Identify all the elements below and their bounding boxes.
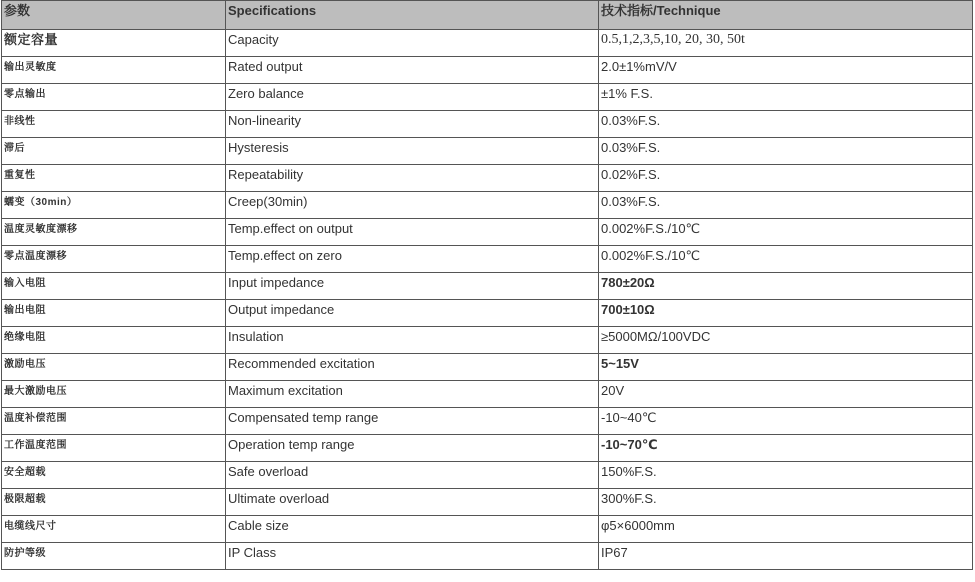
table-row-recommended-excitation — [2, 354, 973, 381]
row-label-en: Maximum excitation — [226, 381, 599, 408]
header-parameter-cn: 参数 — [2, 1, 226, 30]
row-value: ±1% F.S. — [599, 84, 973, 111]
row-label-en: Cable size — [226, 516, 599, 543]
table-row-operation-temp-range — [2, 435, 973, 462]
row-label-en: Temp.effect on output — [226, 219, 599, 246]
row-value: ≥5000MΩ/100VDC — [599, 327, 973, 354]
row-label-cn: 蠕变（30min） — [2, 192, 226, 219]
table-row-compensated-temp-range — [2, 408, 973, 435]
row-value: 2.0±1%mV/V — [599, 57, 973, 84]
table-row-ultimate-overload — [2, 489, 973, 516]
row-label-cn: 工作温度范围 — [2, 435, 226, 462]
row-value: 0.5,1,2,3,5,10, 20, 30, 50t — [599, 30, 973, 57]
row-value: -10~70℃ — [599, 435, 973, 462]
row-label-en: Operation temp range — [226, 435, 599, 462]
table-row-non-linearity — [2, 111, 973, 138]
table-row-output-impedance — [2, 300, 973, 327]
table-row-insulation — [2, 327, 973, 354]
row-value: 150%F.S. — [599, 462, 973, 489]
row-value: 300%F.S. — [599, 489, 973, 516]
row-label-en: Zero balance — [226, 84, 599, 111]
row-value: 0.002%F.S./10℃ — [599, 246, 973, 273]
row-label-en: Hysteresis — [226, 138, 599, 165]
row-label-en: Insulation — [226, 327, 599, 354]
row-value: 0.03%F.S. — [599, 192, 973, 219]
row-label-en: Ultimate overload — [226, 489, 599, 516]
row-label-en: Repeatability — [226, 165, 599, 192]
row-label-cn: 额定容量 — [2, 30, 226, 57]
row-value: φ5×6000mm — [599, 516, 973, 543]
row-label-cn: 零点输出 — [2, 84, 226, 111]
row-label-en: Capacity — [226, 30, 599, 57]
row-label-en: Rated output — [226, 57, 599, 84]
row-label-cn: 温度补偿范围 — [2, 408, 226, 435]
row-value: 0.03%F.S. — [599, 138, 973, 165]
row-label-en: Compensated temp range — [226, 408, 599, 435]
row-value: 700±10Ω — [599, 300, 973, 327]
header-technique: 技术指标/Technique — [599, 1, 973, 30]
row-label-cn: 输出电阻 — [2, 300, 226, 327]
table-row-ip-class — [2, 543, 973, 570]
table-row-capacity — [2, 30, 973, 57]
row-label-en: Recommended excitation — [226, 354, 599, 381]
table-row-hysteresis — [2, 138, 973, 165]
row-label-cn: 极限超载 — [2, 489, 226, 516]
table-row-creep — [2, 192, 973, 219]
row-value: 0.002%F.S./10℃ — [599, 219, 973, 246]
row-label-cn: 非线性 — [2, 111, 226, 138]
row-label-cn: 滞后 — [2, 138, 226, 165]
specifications-table-body — [2, 1, 973, 570]
row-value: 5~15V — [599, 354, 973, 381]
row-value: 0.03%F.S. — [599, 111, 973, 138]
row-value: -10~40℃ — [599, 408, 973, 435]
row-label-en: Creep(30min) — [226, 192, 599, 219]
row-label-cn: 防护等级 — [2, 543, 226, 570]
row-value: 20V — [599, 381, 973, 408]
table-row-maximum-excitation — [2, 381, 973, 408]
header-specifications: Specifications — [226, 1, 599, 30]
row-label-en: IP Class — [226, 543, 599, 570]
row-label-cn: 输出灵敏度 — [2, 57, 226, 84]
specifications-table — [1, 0, 973, 570]
row-label-en: Output impedance — [226, 300, 599, 327]
row-label-cn: 安全超载 — [2, 462, 226, 489]
row-label-cn: 激励电压 — [2, 354, 226, 381]
row-label-cn: 最大激励电压 — [2, 381, 226, 408]
row-label-cn: 零点温度漂移 — [2, 246, 226, 273]
table-row-repeatability — [2, 165, 973, 192]
table-row-safe-overload — [2, 462, 973, 489]
row-label-cn: 重复性 — [2, 165, 226, 192]
row-value: 0.02%F.S. — [599, 165, 973, 192]
table-row-zero-balance — [2, 84, 973, 111]
row-label-en: Temp.effect on zero — [226, 246, 599, 273]
row-label-en: Input impedance — [226, 273, 599, 300]
row-label-cn: 温度灵敏度漂移 — [2, 219, 226, 246]
table-row-input-impedance — [2, 273, 973, 300]
row-label-cn: 绝缘电阻 — [2, 327, 226, 354]
row-label-en: Non-linearity — [226, 111, 599, 138]
row-label-en: Safe overload — [226, 462, 599, 489]
row-value: IP67 — [599, 543, 973, 570]
row-label-cn: 电缆线尺寸 — [2, 516, 226, 543]
row-label-cn: 输入电阻 — [2, 273, 226, 300]
row-value: 780±20Ω — [599, 273, 973, 300]
table-row-temp-effect-zero — [2, 246, 973, 273]
table-row-rated-output — [2, 57, 973, 84]
table-row-cable-size — [2, 516, 973, 543]
table-header-row — [2, 1, 973, 30]
table-row-temp-effect-output — [2, 219, 973, 246]
